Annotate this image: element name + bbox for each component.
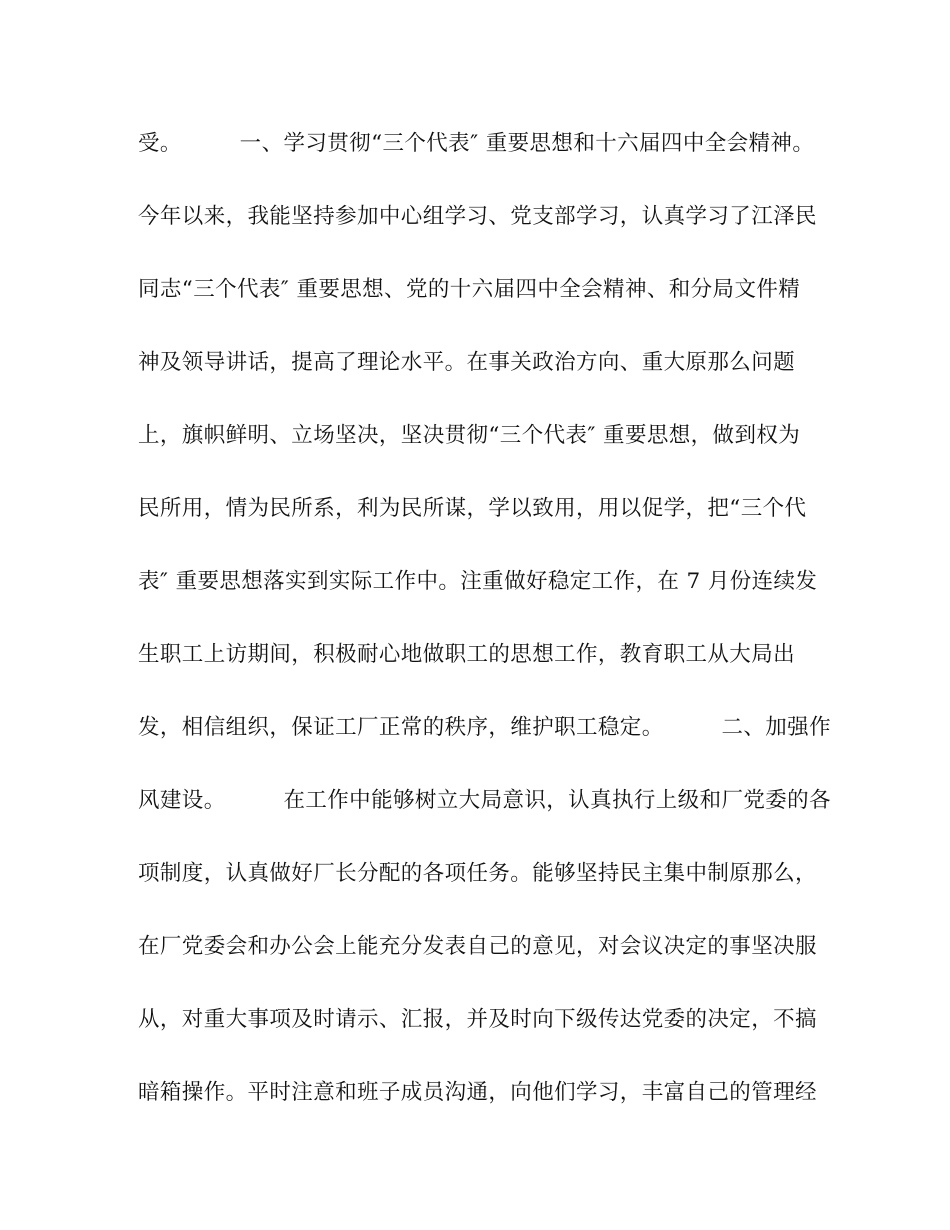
- text-line: 在厂党委会和办公会上能充分发表自己的意见，对会议决定的事坚决服: [138, 934, 817, 959]
- document-body: [138, 124, 831, 1146]
- text-line: 生职工上访期间，积极耐心地做职工的思想工作，教育职工从大局出: [138, 642, 796, 667]
- text-line: 表″ 重要思想落实到实际工作中。注重做好稳定工作，在 7 月份连续发: [138, 569, 818, 594]
- text-line: 神及领导讲话，提高了理论水平。在事关政治方向、重大原那么问题: [138, 350, 796, 375]
- text-line: 项制度，认真做好厂长分配的各项任务。能够坚持民主集中制原那么，: [138, 861, 817, 886]
- text-line: 发，相信组织，保证工厂正常的秩序，维护职工稳定。 二、加强作: [138, 715, 831, 740]
- text-line: 民所用，情为民所系，利为民所谋，学以致用，用以促学，把“三个代: [138, 496, 807, 521]
- text-line: 从，对重大事项及时请示、汇报，并及时向下级传达党委的决定，不搞: [138, 1007, 817, 1032]
- text-line: 今年以来，我能坚持参加中心组学习、党支部学习，认真学习了江泽民: [138, 204, 817, 229]
- text-line: 受。 一、学习贯彻“三个代表″ 重要思想和十六届四中全会精神。: [138, 131, 815, 156]
- text-line: 上，旗帜鲜明、立场坚决，坚决贯彻“三个代表″ 重要思想，做到权为: [138, 423, 801, 448]
- text-line: 同志“三个代表″ 重要思想、党的十六届四中全会精神、和分局文件精: [138, 277, 801, 302]
- text-line: 风建设。 在工作中能够树立大局意识，认真执行上级和厂党委的各: [138, 788, 831, 813]
- text-line: 暗箱操作。平时注意和班子成员沟通，向他们学习，丰富自己的管理经: [138, 1080, 817, 1105]
